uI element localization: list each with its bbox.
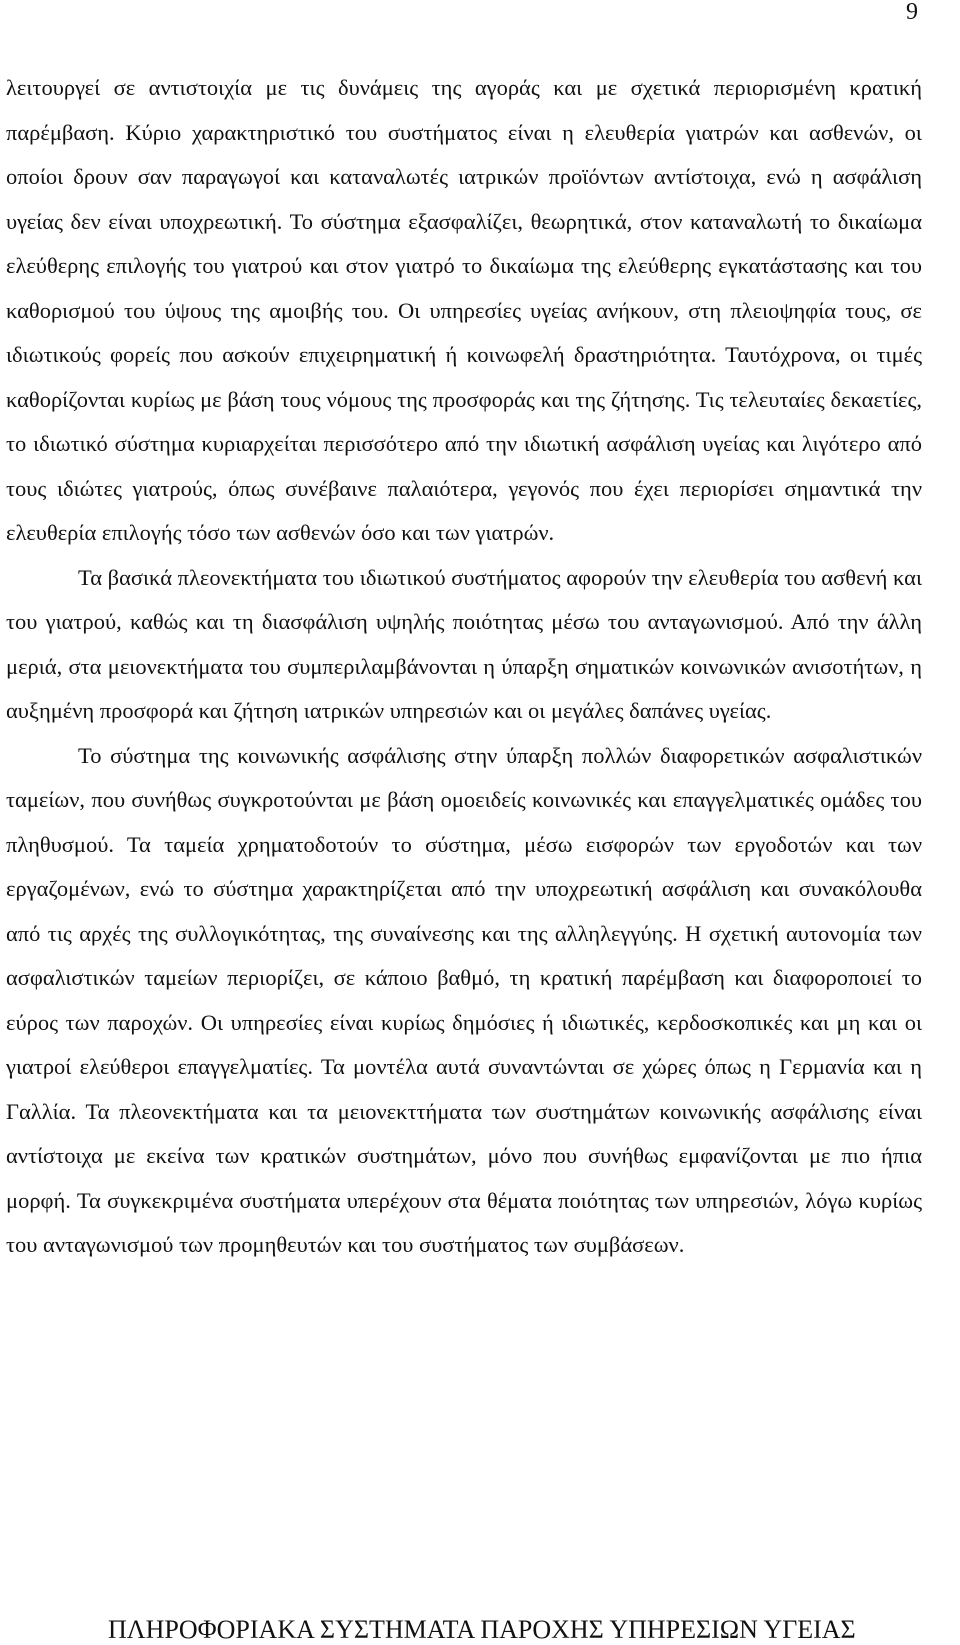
paragraph-social-insurance: Το σύστημα της κοινωνικής ασφάλισης στην ύπαρξη πολλών διαφορετικών ασφαλιστικών ταμείων, που συνήθως συγκροτούνται με βάση ομοειδείς κοινωνικές και επαγγελματικές ομάδες του πληθυσμού. Τα ταμεία χρηματοδοτούν το σύστημα, μέσω εισφορών των εργοδοτών και των εργαζομένων, ενώ το σύστημα χαρακτηρίζεται από την υποχρεωτική ασφάλιση και συνακόλουθα από τις αρχές της συλλογικότητας, της συναίνεσης και της αλληλεγγύης. Η σχετική αυτονομία των ασφαλιστικών ταμείων περιορίζει, σε κάποιο βαθμό, τη κρατική παρέμβαση και διαφοροποιεί το εύρος των παροχών. Οι υπηρεσίες είναι κυρίως δημόσιες ή ιδιωτικές, κερδοσκοπικές και μη και οι γιατροί ελεύθεροι επαγγελματίες. Τα μοντέλα αυτά συναντώνται σε χώρες όπως η Γερμανία και η Γαλλία. Τα πλεονεκτήματα και τα μειονεκττήματα των συστημάτων κοινωνικής ασφάλισης είναι αντίστοιχα με εκείνα των κρατικών συστημάτων, μόνο που συνήθως εμφανίζονται με πιο ήπια μορφή. Τα συγκεκριμένα συστήματα υπερέχουν στα θέματα ποιότητας των υπηρεσιών, λόγω κυρίως του ανταγωνισμού των προμηθευτών και του συστήματος των συμβάσεων.	[6, 742, 922, 1257]
paragraph-private-advantages: Τα βασικά πλεονεκτήματα του ιδιωτικού συστήματος αφορούν την ελευθερία του ασθενή και του γιατρού, καθώς και τη διασφάλιση υψηλής ποιότητας μέσω του ανταγωνισμού. Από την άλλη μεριά, στα μειονεκτήματα του συμπεριλαμβάνονται η ύπαρξη σηματικών κοινωνικών ανισοτήτων, η αυξημένη προσφορά και ζήτηση ιατρικών υπηρεσιών και οι μεγάλες δαπάνες υγείας.	[6, 564, 922, 723]
page-number: 9	[906, 0, 918, 25]
paragraph-private-system: λειτουργεί σε αντιστοιχία με τις δυνάμεις της αγοράς και με σχετικά περιορισμένη κρατική παρέμβαση. Κύριο χαρακτηριστικό του συστήματος είναι η ελευθερία γιατρών και ασθενών, οι οποίοι δρουν σαν παραγωγοί και καταναλωτές ιατρικών προϊόντων αντίστοιχα, ενώ η ασφάλιση υγείας δεν είναι υποχρεωτική. Το σύστημα εξασφαλίζει, θεωρητικά, στον καταναλωτή το δικαίωμα ελεύθερης επιλογής του γιατρού και στον γιατρό το δικαίωμα της ελεύθερης εγκατάστασης και του καθορισμού του ύψους της αμοιβής του. Οι υπηρεσίες υγείας ανήκουν, στη πλειοψηφία τους, σε ιδιωτικούς φορείς που ασκούν επιχειρηματική ή κοινωφελή δραστηριότητα. Ταυτόχρονα, οι τιμές καθορίζονται κυρίως με βάση τους νόμους της προσφοράς και της ζήτησης. Τις τελευταίες δεκαετίες, το ιδιωτικό σύστημα κυριαρχείται περισσότερο από την ιδιωτική ασφάλιση υγείας και λιγότερο από τους ιδιώτες γιατρούς, όπως συνέβαινε παλαιότερα, γεγονός που έχει περιορίσει σημαντικά την ελευθερία επιλογής τόσο των ασθενών όσο και των γιατρών.	[6, 75, 922, 545]
page-footer: ΠΛΗΡΟΦΟΡΙΑΚΑ ΣΥΣΤΗΜΑΤΑ ΠΑΡΟΧΗΣ ΥΠΗΡΕΣΙΩΝ ΥΓΕΙΑΣ	[108, 1615, 856, 1644]
body-text	[6, 66, 922, 1268]
